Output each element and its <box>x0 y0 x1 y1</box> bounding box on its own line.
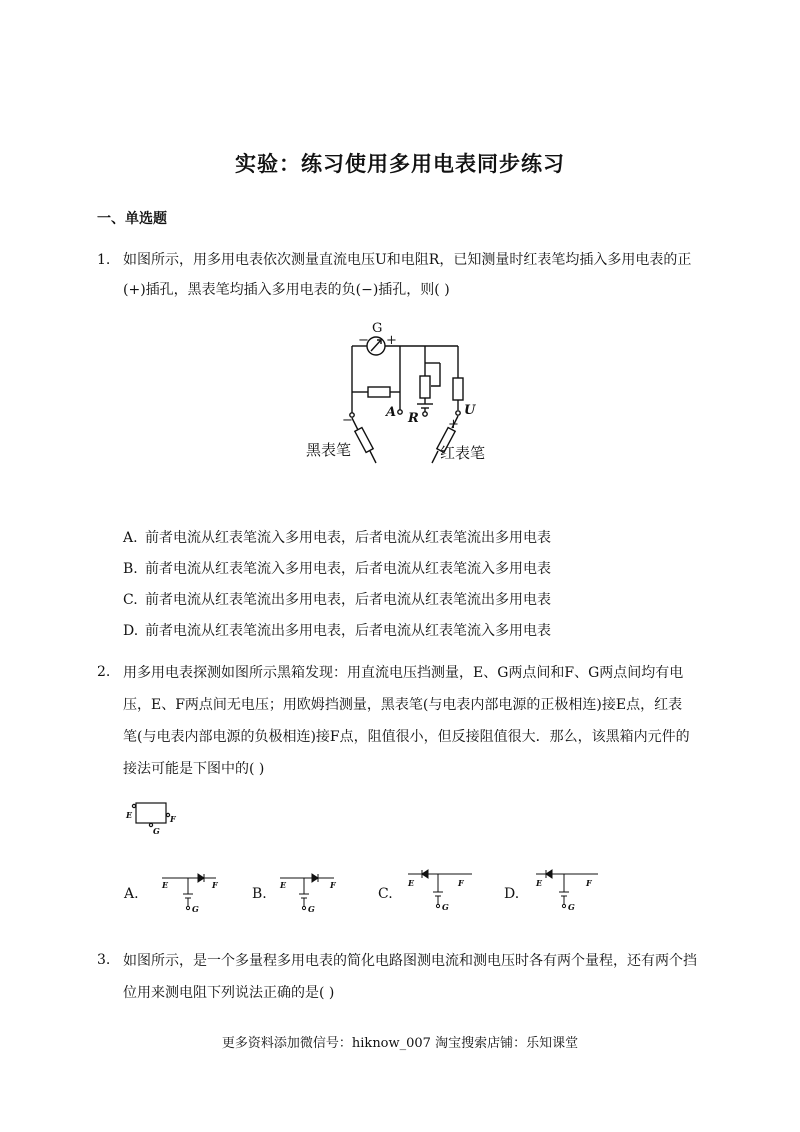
label-minus-G: − <box>358 333 369 348</box>
option-label: C. <box>123 592 138 608</box>
label-F: F <box>586 878 592 888</box>
option-text: 前者电流从红表笔流入多用电表，后者电流从红表笔流入多用电表 <box>145 561 551 577</box>
question-1-option-d[interactable] <box>123 620 551 640</box>
option-text: 前者电流从红表笔流出多用电表，后者电流从红表笔流出多用电表 <box>145 592 551 608</box>
question-2-line-3: 笔(与电表内部电源的负极相连)接F点，阻值很小，但反接阻值很大．那么，该黑箱内元件的 <box>123 729 690 745</box>
label-G: G <box>372 321 383 336</box>
box-label-F: F <box>170 814 176 824</box>
question-1-option-b[interactable] <box>123 558 551 578</box>
question-2-option-d[interactable]: D. <box>504 886 520 902</box>
question-1-number: 1. <box>97 252 111 268</box>
question-3-line-1: 如图所示，是一个多量程多用电表的简化电路图测电流和测电压时各有两个量程，还有两个挡 <box>123 953 697 969</box>
box-label-E: E <box>126 810 133 820</box>
question-3-number: 3. <box>97 952 111 968</box>
label-black-probe: 黑表笔 <box>306 441 352 459</box>
label-G: G <box>308 904 315 914</box>
page-footer: 更多资料添加微信号：hiknow_007 淘宝搜索店铺：乐知课堂 <box>221 1036 579 1051</box>
label-plus-G: + <box>386 333 397 348</box>
label-A: A <box>386 405 397 420</box>
label-G: G <box>442 902 449 912</box>
label-E: E <box>162 880 169 890</box>
label-G: G <box>192 904 199 914</box>
label-red-probe: 红表笔 <box>440 444 486 462</box>
question-3-line-2: 位用来测电阻下列说法正确的是( ) <box>123 985 335 1001</box>
question-1-line-1: 如图所示，用多用电表依次测量直流电压U和电阻R，已知测量时红表笔均插入多用电表的正 <box>123 252 692 268</box>
question-2-line-1: 用多用电表探测如图所示黑箱发现：用直流电压挡测量，E、G两点间和F、G两点间均有电 <box>123 665 684 681</box>
page-title: 实验：练习使用多用电表同步练习 <box>235 151 565 176</box>
option-c-circuit <box>404 866 476 912</box>
question-1-option-c[interactable] <box>123 589 551 609</box>
label-plus-probe: + <box>448 417 459 432</box>
question-2-option-b[interactable]: B. <box>252 886 267 902</box>
question-2-line-4: 接法可能是下图中的( ) <box>123 761 265 777</box>
resistor-symbol <box>368 387 390 397</box>
question-1-line-2: (+)插孔，黑表笔均插入多用电表的负(−)插孔，则( ) <box>123 282 450 298</box>
option-label: A. <box>123 530 138 546</box>
label-R: R <box>408 411 419 426</box>
question-1-circuit-figure <box>300 318 520 468</box>
label-G: G <box>568 902 575 912</box>
box-label-G: G <box>153 826 160 836</box>
label-E: E <box>280 880 287 890</box>
question-2-option-a[interactable]: A. <box>124 886 139 902</box>
option-d-circuit <box>532 866 604 912</box>
question-2-text <box>123 657 708 785</box>
section-heading: 一、单选题 <box>97 211 167 227</box>
label-E: E <box>536 878 543 888</box>
option-text: 前者电流从红表笔流入多用电表，后者电流从红表笔流出多用电表 <box>145 530 551 546</box>
option-label: B. <box>123 561 138 577</box>
label-E: E <box>408 878 415 888</box>
question-3-text <box>123 945 708 1009</box>
question-1-text <box>123 245 708 305</box>
option-a-circuit <box>158 868 220 914</box>
label-minus-probe: − <box>342 413 353 428</box>
question-2-line-2: 压，E、F两点间无电压；用欧姆挡测量，黑表笔(与电表内部电源的正极相连)接E点，红表 <box>123 697 683 713</box>
label-F: F <box>330 880 336 890</box>
question-2-option-c[interactable]: C. <box>378 886 393 902</box>
option-b-circuit <box>276 868 338 914</box>
label-U: U <box>464 403 476 418</box>
option-text: 前者电流从红表笔流出多用电表，后者电流从红表笔流入多用电表 <box>145 623 551 639</box>
question-1-option-a[interactable] <box>123 527 551 547</box>
question-2-black-box-figure <box>124 798 184 838</box>
question-2-number: 2. <box>97 664 111 680</box>
option-label: D. <box>123 623 139 639</box>
label-F: F <box>212 880 218 890</box>
label-F: F <box>458 878 464 888</box>
